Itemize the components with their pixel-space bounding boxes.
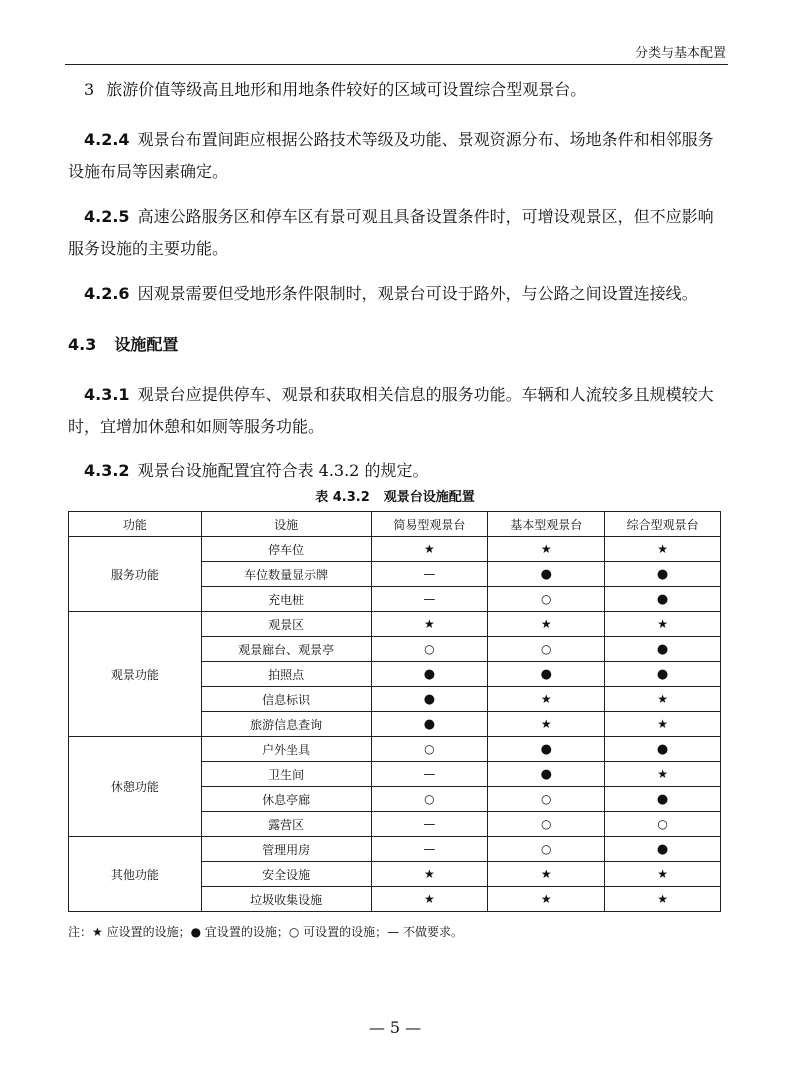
function-group-cell: 观景功能 [69,612,202,737]
clause-text: 观景台应提供停车、观景和获取相关信息的服务功能。车辆和人流较多且规模较大时，宜增加休憩和如厕等服务功能。 [68,385,714,436]
requirement-cell [605,662,721,687]
recommended-mark: ● [423,691,436,707]
optional-mark: ○ [540,592,552,606]
optional-mark: ○ [540,792,552,806]
requirement-cell [371,637,488,662]
clause-item-3 [68,74,720,106]
table-row [69,612,721,637]
requirement-cell [371,712,488,737]
requirement-cell [488,537,605,562]
recommended-mark: ● [656,641,669,657]
section-title: 设施配置 [114,335,179,354]
required-mark: ★ [540,717,552,731]
clause-text: 因观景需要但受地形条件限制时，观景台可设于路外，与公路之间设置连接线。 [137,284,698,303]
required-mark: ★ [424,892,435,906]
required-mark: ★ [540,542,552,556]
recommended-mark: ● [656,666,669,682]
requirement-cell [488,662,605,687]
table-row [69,737,721,762]
clause-number: 4.2.6 [84,284,130,303]
requirement-cell [371,787,488,812]
requirement-cell [488,887,605,912]
required-mark: ★ [540,692,552,706]
section-heading [68,329,178,361]
requirement-cell [371,862,488,887]
requirement-cell [605,762,721,787]
facility-cell: 停车位 [201,537,371,562]
facility-cell: 充电桩 [201,587,371,612]
requirement-cell [488,787,605,812]
requirement-cell [488,862,605,887]
requirement-cell [488,737,605,762]
required-mark: ★ [657,892,668,906]
recommended-mark: ● [656,791,669,807]
requirement-cell [371,587,488,612]
requirement-cell [488,612,605,637]
requirement-cell [371,812,488,837]
recommended-mark: ● [656,566,669,582]
clause-4-2-6 [68,278,720,310]
facility-cell: 观景廊台、观景亭 [201,637,371,662]
optional-mark: ○ [540,642,552,656]
requirement-cell [371,687,488,712]
function-group-cell: 其他功能 [69,837,202,912]
recommended-mark: ● [540,666,552,682]
facility-cell: 垃圾收集设施 [201,887,371,912]
requirement-cell [488,637,605,662]
required-mark: ★ [657,542,668,556]
not-required-mark: — [423,592,436,606]
facility-cell: 户外坐具 [201,737,371,762]
not-required-mark: — [423,817,436,831]
requirement-cell [605,787,721,812]
facility-cell: 管理用房 [201,837,371,862]
required-mark: ★ [657,767,668,781]
requirement-cell [371,737,488,762]
facility-cell: 拍照点 [201,662,371,687]
requirement-cell [371,562,488,587]
clause-number: 4.2.5 [84,207,130,226]
section-number: 4.3 [68,335,97,354]
clause-4-3-1 [68,379,720,443]
required-mark: ★ [540,892,552,906]
page-number: — 5 — [368,1018,422,1037]
requirement-cell [605,837,721,862]
requirement-cell [605,687,721,712]
requirement-cell [488,762,605,787]
requirement-cell [488,837,605,862]
required-mark: ★ [657,692,668,706]
requirement-cell [371,537,488,562]
optional-mark: ○ [424,742,435,756]
facility-cell: 旅游信息查询 [201,712,371,737]
recommended-mark: ● [656,741,669,757]
requirement-cell [488,587,605,612]
recommended-mark: ● [540,566,552,582]
required-mark: ★ [424,867,435,881]
header-cell: 简易型观景台 [371,512,488,537]
requirement-cell [488,562,605,587]
optional-mark: ○ [657,817,668,831]
facility-cell: 卫生间 [201,762,371,787]
function-group-cell: 休憩功能 [69,737,202,837]
optional-mark: ○ [540,842,552,856]
requirement-cell [605,887,721,912]
running-header: 分类与基本配置 [634,46,726,61]
required-mark: ★ [540,617,552,631]
requirement-cell [488,687,605,712]
requirement-cell [605,637,721,662]
clause-text: 旅游价值等级高且地形和用地条件较好的区域可设置综合型观景台。 [106,80,587,99]
facility-cell: 信息标识 [201,687,371,712]
required-mark: ★ [657,617,668,631]
clause-number: 4.3.2 [84,461,130,480]
requirement-cell [605,612,721,637]
recommended-mark: ● [540,766,552,782]
facility-cell: 观景区 [201,612,371,637]
table-row [69,537,721,562]
table-title: 观景台设施配置 [383,490,475,505]
requirement-cell [371,762,488,787]
function-group-cell: 服务功能 [69,537,202,612]
header-cell: 功能 [69,512,202,537]
requirement-cell [605,812,721,837]
requirement-cell [371,837,488,862]
table-number: 表 4.3.2 [315,490,370,505]
clause-4-3-2 [68,455,720,487]
required-mark: ★ [540,867,552,881]
requirement-cell [488,812,605,837]
header-cell: 基本型观景台 [488,512,605,537]
not-required-mark: — [423,842,436,856]
facility-cell: 露营区 [201,812,371,837]
recommended-mark: ● [656,841,669,857]
requirement-cell [605,712,721,737]
optional-mark: ○ [540,817,552,831]
optional-mark: ○ [424,642,435,656]
clause-number: 4.3.1 [84,385,130,404]
required-mark: ★ [424,542,435,556]
requirement-cell [371,662,488,687]
requirement-cell [605,862,721,887]
requirement-cell [488,712,605,737]
clause-number: 4.2.4 [84,130,130,149]
clause-4-2-5 [68,201,720,265]
facility-cell: 车位数量显示牌 [201,562,371,587]
requirement-cell [605,562,721,587]
requirement-cell [605,737,721,762]
optional-mark: ○ [424,792,435,806]
not-required-mark: — [423,767,436,781]
recommended-mark: ● [423,666,436,682]
required-mark: ★ [657,867,668,881]
clause-text: 观景台布置间距应根据公路技术等级及功能、景观资源分布、场地条件和相邻服务设施布局等因素确定。 [68,130,714,181]
required-mark: ★ [657,717,668,731]
requirement-cell [371,887,488,912]
requirement-cell [605,587,721,612]
clause-text: 高速公路服务区和停车区有景可观且具备设置条件时，可增设观景区，但不应影响服务设施的主要功能。 [68,207,714,258]
recommended-mark: ● [540,741,552,757]
facility-cell: 安全设施 [201,862,371,887]
table-caption [0,486,790,505]
requirement-cell [371,612,488,637]
table-header-row [69,512,721,537]
table-note: 注：★ 应设置的设施；● 宜设置的设施；○ 可设置的设施；— 不做要求。 [68,925,463,939]
table-row [69,837,721,862]
requirement-cell [605,537,721,562]
recommended-mark: ● [423,716,436,732]
header-rule [65,64,728,65]
required-mark: ★ [424,617,435,631]
recommended-mark: ● [656,591,669,607]
header-cell: 设施 [201,512,371,537]
not-required-mark: — [423,567,436,581]
clause-number: 3 [84,80,95,99]
clause-text: 观景台设施配置宜符合表 4.3.2 的规定。 [137,461,429,480]
clause-4-2-4 [68,124,720,188]
facilities-table [68,511,721,912]
header-cell: 综合型观景台 [605,512,721,537]
facility-cell: 休息亭廊 [201,787,371,812]
